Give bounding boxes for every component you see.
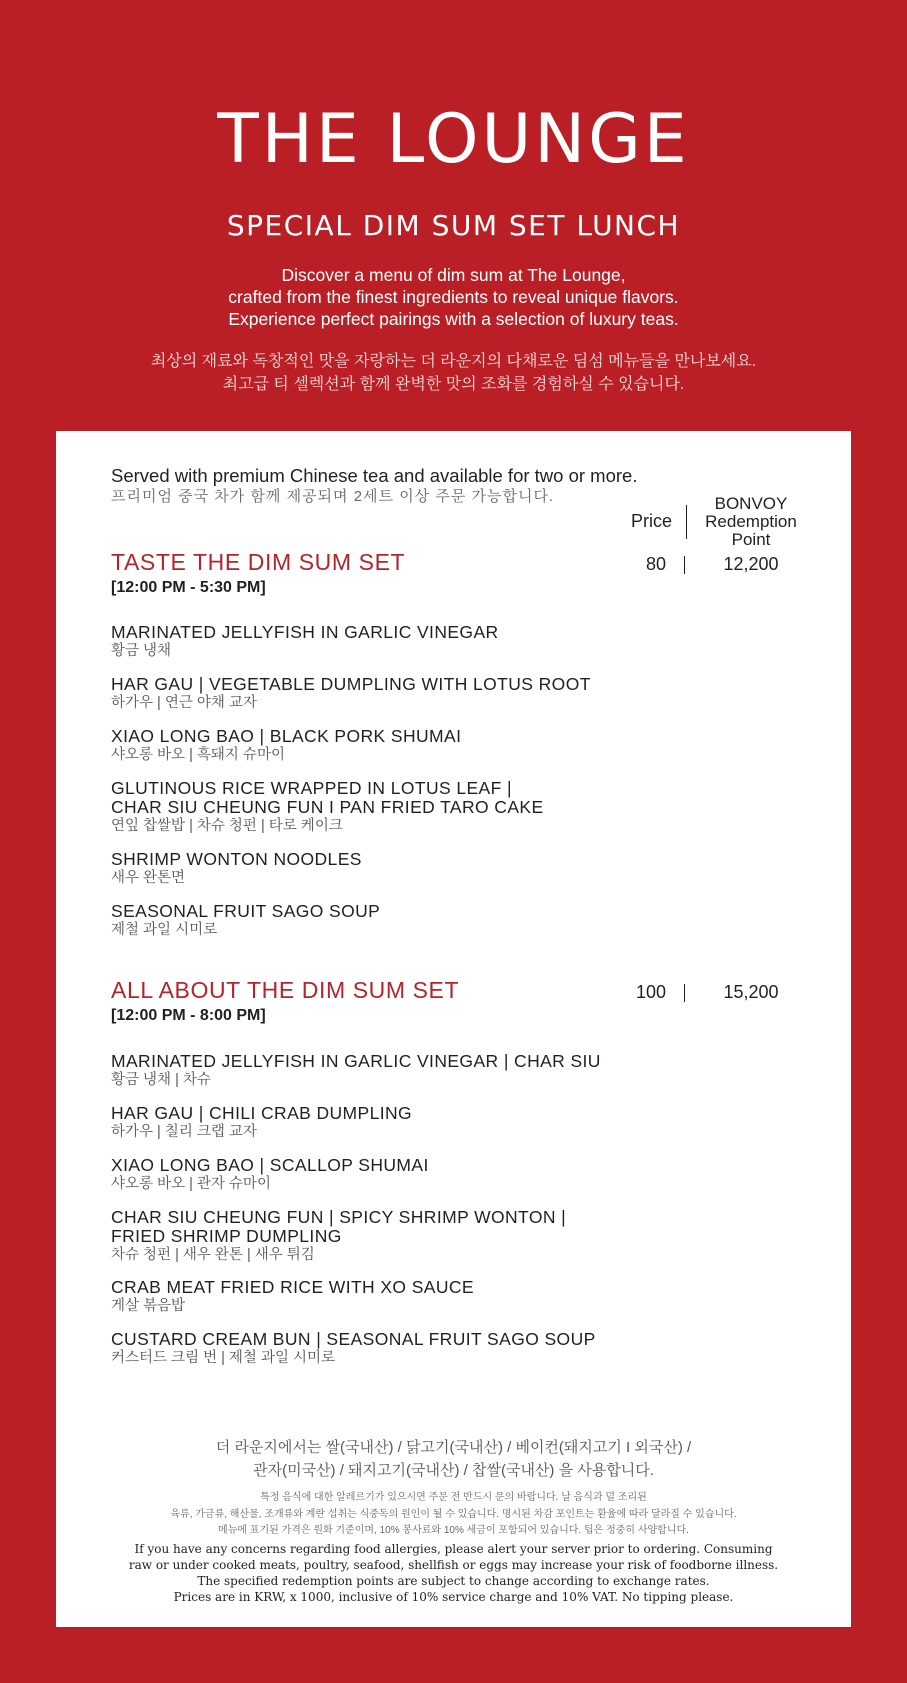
price-separator: [684, 984, 685, 1002]
intro-en-line: crafted from the finest ingredients to reveal unique flavors.: [228, 287, 679, 307]
origin-notice-ko: [56, 1436, 851, 1482]
dish-item: [111, 623, 801, 661]
notice-en-line: If you have any concerns regarding food allergies, please alert your server prior to ordering. Consuming: [134, 1541, 773, 1556]
dish-item: [111, 1330, 801, 1368]
dish-name-en: CRAB MEAT FRIED RICE WITH XO SAUCE: [111, 1277, 474, 1297]
dish-name-ko: 하가우 | 칠리 크랩 교자: [111, 1124, 257, 1140]
dish-item: [111, 675, 801, 713]
notice-ko-line: 육류, 가금류, 해산물, 조개류와 계란 섭취는 식중독의 원인이 될 수 있습니다. 명시된 차감 포인트는 환율에 따라 달라질 수 있습니다.: [170, 1508, 737, 1520]
allergy-notice-ko: [56, 1490, 851, 1540]
set-hours-taste: [12:00 PM - 5:30 PM]: [111, 579, 266, 596]
intro-korean: [0, 350, 907, 396]
menu-header: [0, 0, 907, 430]
set-price-taste: 80: [645, 554, 666, 574]
dish-name-en: SEASONAL FRUIT SAGO SOUP: [111, 901, 381, 921]
set-title-all-about: ALL ABOUT THE DIM SUM SET: [111, 977, 460, 1003]
dish-item: [111, 779, 801, 836]
set-hours-all-about: [12:00 PM - 8:00 PM]: [111, 1007, 266, 1024]
dish-name-en: XIAO LONG BAO | SCALLOP SHUMAI: [111, 1155, 429, 1175]
bonvoy-header-line: Point: [731, 530, 771, 549]
dish-item: [111, 1278, 801, 1316]
set-points-taste: 12,200: [723, 554, 779, 574]
bonvoy-column-header: [692, 495, 810, 549]
menu-panel: [56, 431, 851, 1627]
menu-footer: [56, 1436, 851, 1605]
dish-item: [111, 1052, 801, 1090]
dish-item: [111, 850, 801, 888]
dish-name-ko: 차슈 청펀 | 새우 완톤 | 새우 튀김: [111, 1247, 315, 1263]
notice-ko-line: 특정 음식에 대한 알레르기가 있으시면 주문 전 반드시 문의 바랍니다. 날 음식과 덜 조리된: [260, 1492, 647, 1503]
dish-name-en: HAR GAU | VEGETABLE DUMPLING WITH LOTUS ROOT: [111, 674, 591, 694]
dish-item: [111, 1156, 801, 1194]
dish-name-en: MARINATED JELLYFISH IN GARLIC VINEGAR: [111, 622, 499, 642]
dish-item: [111, 1208, 801, 1265]
dish-name-ko: 게살 볶음밥: [111, 1298, 186, 1314]
price-column-header: Price: [631, 511, 673, 531]
dish-name-ko: 황금 냉채: [111, 643, 172, 659]
dish-name-ko: 커스터드 크림 번 | 제철 과일 시미로: [111, 1350, 336, 1366]
dish-name-ko: 연잎 찹쌀밥 | 차슈 청펀 | 타로 케이크: [111, 818, 343, 834]
dish-name-ko: 제철 과일 시미로: [111, 922, 218, 938]
served-note-en: Served with premium Chinese tea and available for two or more.: [111, 465, 638, 486]
dish-name-ko: 하가우 | 연근 야채 교자: [111, 695, 257, 711]
notice-en-line: raw or under cooked meats, poultry, seafood, shellfish or eggs may increase your risk of foodborne illness.: [128, 1557, 779, 1572]
origin-line: 더 라운지에서는 쌀(국내산) / 닭고기(국내산) / 베이컨(돼지고기 I 외국산) /: [215, 1439, 692, 1456]
notice-ko-line: 메뉴에 표기된 가격은 원화 기준이며, 10% 봉사료와 10% 세금이 포함되어 있습니다. 팁은 정중히 사양합니다.: [218, 1525, 689, 1536]
bonvoy-header-line: Redemption: [705, 512, 797, 531]
dish-item: [111, 902, 801, 940]
notice-en-line: Prices are in KRW, x 1000, inclusive of 10% service charge and 10% VAT. No tipping please.: [173, 1589, 734, 1604]
price-separator: [684, 556, 685, 574]
dish-item: [111, 1104, 801, 1142]
dish-name-en: HAR GAU | CHILI CRAB DUMPLING: [111, 1103, 413, 1123]
intro-en-line: Discover a menu of dim sum at The Lounge,: [281, 265, 626, 285]
dish-name-ko: 새우 완톤면: [111, 870, 186, 886]
bonvoy-header-line: BONVOY: [714, 494, 788, 513]
allergy-notice-en: [56, 1541, 851, 1605]
dish-name-ko: 샤오롱 바오 | 관자 슈마이: [111, 1176, 271, 1192]
dish-item: [111, 727, 801, 765]
dish-name-en: XIAO LONG BAO | BLACK PORK SHUMAI: [111, 726, 462, 746]
intro-en-line: Experience perfect pairings with a selection of luxury teas.: [228, 309, 679, 329]
intro-english: [0, 264, 907, 330]
dish-name-en: CUSTARD CREAM BUN | SEASONAL FRUIT SAGO SOUP: [111, 1329, 596, 1349]
dish-name-en: SHRIMP WONTON NOODLES: [111, 849, 362, 869]
column-divider: [686, 505, 687, 539]
intro-ko-line: 최상의 재료와 독창적인 맛을 자랑하는 더 라운지의 다채로운 딤섬 메뉴들을 만나보세요.: [150, 353, 757, 370]
dish-name-en: CHAR SIU CHEUNG FUN | SPICY SHRIMP WONTON | FRIED SHRIMP DUMPLING: [111, 1207, 567, 1246]
dish-name-ko: 샤오롱 바오 | 흑돼지 슈마이: [111, 747, 285, 763]
origin-line: 관자(미국산) / 돼지고기(국내산) / 찹쌀(국내산) 을 사용합니다.: [253, 1462, 654, 1479]
set-points-all-about: 15,200: [723, 982, 779, 1002]
set-price-all-about: 100: [635, 982, 666, 1002]
dish-name-en: MARINATED JELLYFISH IN GARLIC VINEGAR | CHAR SIU: [111, 1051, 601, 1071]
set-title-taste: TASTE THE DIM SUM SET: [111, 549, 406, 575]
served-note-ko: 프리미엄 중국 차가 함께 제공되며 2세트 이상 주문 가능합니다.: [111, 488, 555, 505]
menu-subtitle: SPECIAL DIM SUM SET LUNCH: [226, 209, 681, 242]
page-title: THE LOUNGE: [217, 100, 690, 179]
dish-name-ko: 황금 냉채 | 차슈: [111, 1072, 211, 1088]
dish-name-en: GLUTINOUS RICE WRAPPED IN LOTUS LEAF | CHAR SIU CHEUNG FUN I PAN FRIED TARO CAKE: [111, 778, 544, 817]
intro-ko-line: 최고급 티 셀렉션과 함께 완벽한 맛의 조화를 경험하실 수 있습니다.: [222, 376, 685, 393]
notice-en-line: The specified redemption points are subject to change according to exchange rates.: [197, 1573, 710, 1588]
